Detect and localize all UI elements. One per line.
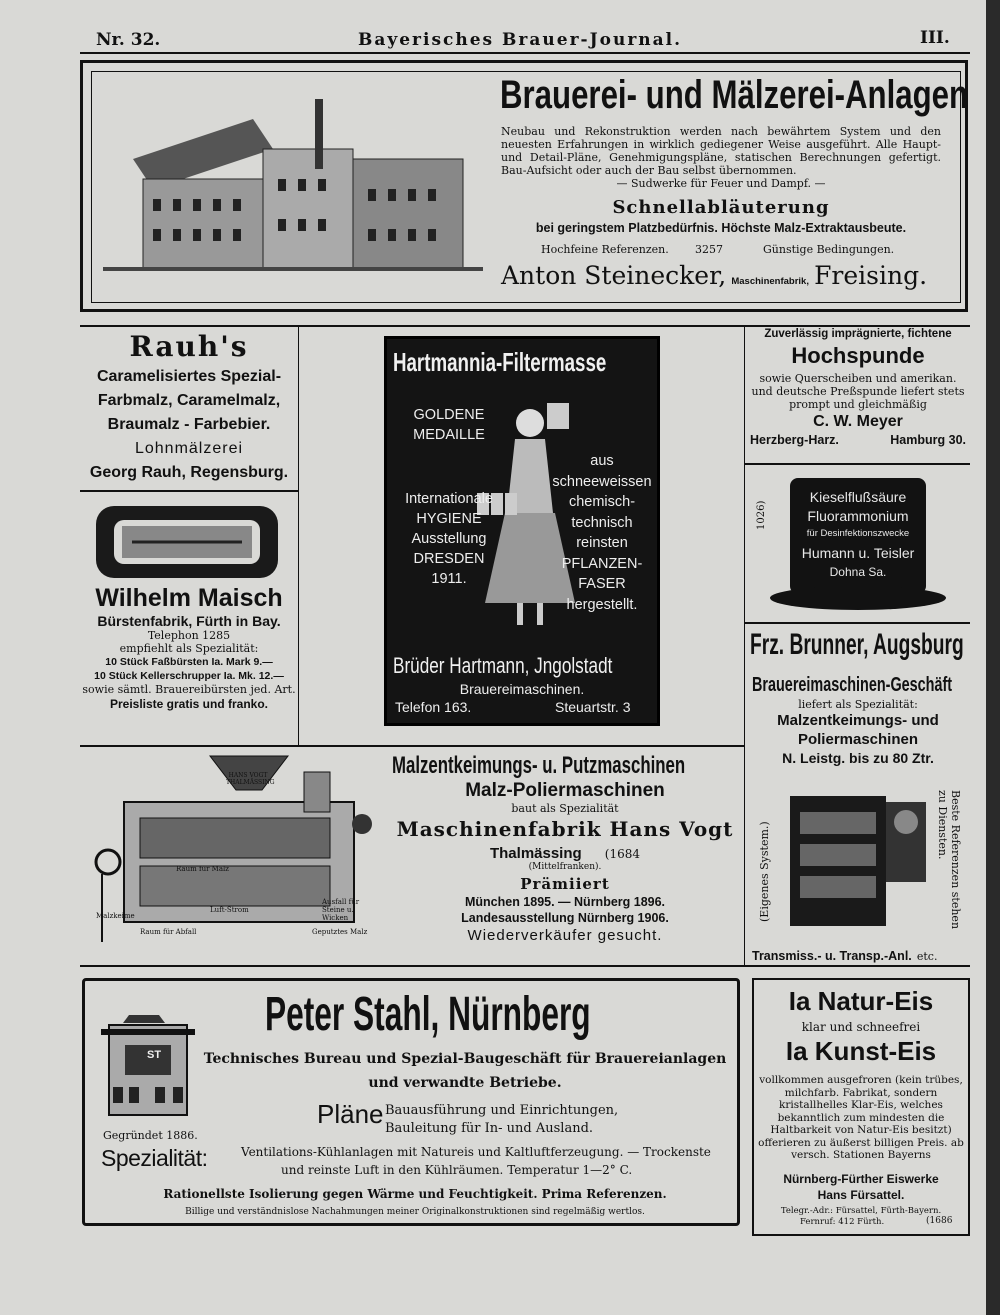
hartmannia-right-6: PFLANZEN-	[561, 555, 643, 572]
steinecker-firm-line	[501, 261, 941, 290]
meyer-title: Hochspunde	[791, 343, 925, 368]
brunner-line1: Malzentkeimungs- und	[777, 712, 939, 729]
humann-line4: Humann u. Teisler	[801, 545, 915, 561]
vogt-label-top: HANS VOGT THALMÄSSING	[226, 772, 275, 786]
hartmannia-left-1: GOLDENE	[413, 407, 485, 423]
vogt-spec: baut als Spezialität	[511, 802, 619, 815]
rauh-line3: Braumalz - Farbebier.	[107, 416, 271, 433]
meyer-ad	[748, 328, 968, 447]
meyer-body: sowie Querscheiben und amerikan. und deutsche Preßspunde liefert stets prompt und gleichmäßig	[751, 372, 965, 411]
brunner-spec: liefert als Spezialität:	[798, 698, 918, 711]
brunner-foot: Transmiss.- u. Transp.-Anl.	[752, 949, 912, 963]
humann-brunner-rule	[744, 622, 970, 624]
hartmannia-left-5: HYGIENE	[416, 511, 482, 527]
hartmannia-tel: Telefon 163.	[395, 699, 472, 715]
column-rule-right	[744, 325, 745, 965]
scan-gutter	[986, 0, 1000, 1315]
stahl-line1: Technisches Bureau und Spezial-Baugeschäft für Brauereianlagen	[203, 1051, 727, 1067]
vogt-label-abfall: Raum für Abfall	[140, 928, 197, 936]
vogt-label-geputzt: Geputztes Malz	[312, 928, 368, 936]
column-rule-left	[298, 325, 299, 745]
steinecker-ad	[80, 60, 968, 312]
meyer-line1: Zuverlässig imprägnierte, fichtene	[764, 328, 952, 340]
steinecker-refs-right: Günstige Bedingungen.	[763, 243, 895, 256]
steinecker-city: Freising.	[814, 261, 928, 290]
maisch-ad	[80, 584, 298, 712]
maisch-sub: Bürstenfabrik, Fürth in Bay.	[97, 613, 281, 629]
eis-title-1-sub: klar und schneefrei	[801, 1020, 921, 1034]
hartmannia-right-5: reinsten	[576, 535, 628, 551]
hartmannia-ad	[384, 336, 660, 726]
humann-ad	[790, 488, 926, 580]
humann-number: 1026)	[756, 500, 767, 530]
issue-number: Nr. 32.	[96, 30, 161, 50]
vogt-number: (1684	[604, 847, 641, 861]
brunner-line2: Poliermaschinen	[797, 731, 919, 748]
maisch-line1: 10 Stück Faßbürsten Ia. Mark 9.—	[105, 656, 273, 668]
hartmannia-right-1: aus	[590, 453, 614, 469]
hartmannia-left-2: MEDAILLE	[413, 427, 485, 443]
hartmannia-right-8: hergestellt.	[566, 596, 638, 613]
eis-title-2: Ia Kunst-Eis	[785, 1036, 937, 1066]
meyer-firm: C. W. Meyer	[813, 413, 903, 430]
stahl-spec-2: und reinste Luft in den Kühlräumen. Temperatur 1—2° C.	[281, 1163, 633, 1177]
eis-tel: Telegr.-Adr.: Fürsattel, Fürth-Bayern.	[780, 1206, 942, 1216]
hartmannia-firm: Brüder Hartmann, Jngolstadt	[393, 653, 613, 678]
steinecker-note: — Sudwerke für Feuer und Dampf. —	[616, 177, 826, 190]
polishing-machine-illustration	[784, 792, 934, 932]
maisch-line3: sowie sämtl. Brauereibürsten jed. Art.	[82, 683, 296, 696]
stahl-founded: Gegründet 1886.	[103, 1129, 198, 1142]
hartmannia-right-2: schneeweissen	[552, 473, 652, 490]
hartmannia-left-6: Ausstellung	[411, 531, 487, 547]
vogt-sub: Malz-Poliermaschinen	[465, 780, 665, 801]
stahl-ad	[82, 978, 740, 1226]
rauh-line4: Lohnmälzerei	[134, 440, 244, 457]
steinecker-ref-number: 3257	[695, 243, 723, 256]
rauh-maisch-rule	[80, 490, 298, 492]
stahl-logo-monogram: ST	[147, 1049, 162, 1061]
hartmannia-right-4: technisch	[571, 514, 633, 531]
maisch-title: Wilhelm Maisch	[95, 584, 283, 612]
steinecker-firm: Anton Steinecker,	[501, 261, 727, 290]
eis-firm: Nürnberg-Fürther Eiswerke	[783, 1172, 939, 1186]
stahl-plaene: Pläne	[317, 1099, 384, 1129]
hartmannia-right-7: FASER	[578, 576, 626, 592]
humann-line2: Fluorammonium	[807, 508, 909, 524]
steinecker-headline: Brauerei- und Mälzerei-Anlagen	[500, 73, 969, 117]
rauh-line1: Caramelisiertes Spezial-	[96, 368, 282, 385]
vogt-award-1: München 1895. — Nürnberg 1896.	[464, 895, 666, 909]
stahl-line3: Rationellste Isolierung gegen Wärme und Feuchtigkeit. Prima Referenzen.	[163, 1187, 667, 1201]
meyer-city-right: Hamburg 30.	[890, 433, 966, 447]
steinecker-sub: Schnellabläuterung	[612, 197, 830, 218]
brunner-footer	[752, 945, 937, 964]
vogt-foot: Wiederverkäufer gesucht.	[467, 927, 663, 944]
eis-title-1: Ia Natur-Eis	[788, 986, 934, 1016]
meyer-cities	[748, 433, 968, 447]
brunner-line3: N. Leistg. bis zu 80 Ztr.	[782, 750, 934, 766]
eis-owner: Hans Fürsattel.	[817, 1188, 905, 1202]
maisch-line4: Preisliste gratis und franko.	[109, 697, 269, 711]
hartmannia-left-spacer	[393, 445, 505, 489]
stahl-plaene-2: Bauleitung für In- und Ausland.	[385, 1121, 594, 1136]
maisch-tel: Telephon 1285	[147, 629, 231, 642]
rauh-title: Rauh's	[129, 330, 249, 363]
hartmannia-left-column	[393, 405, 505, 589]
hartmannia-right-3: chemisch-	[568, 494, 636, 510]
maisch-line2: 10 Stück Kellerschrupper Ia. Mk. 12.—	[94, 670, 284, 682]
steinecker-firm-small: Maschinenfabrik,	[731, 276, 809, 287]
brunner-side-left: (Eigenes System.)	[758, 821, 771, 922]
rauh-line5: Georg Rauh, Regensburg.	[89, 464, 289, 481]
eis-fern: Fernruf: 412 Fürth.	[800, 1217, 885, 1227]
steinecker-body: Neubau und Rekonstruktion werden nach bewährtem System und den neuesten Erfahrungen in wirklich gediegener Weise ausgeführt. Alle Haupt- und Detail-Pläne, Genehmigungspläne, statischen Berechnungen gefertigt. Bau-Aufsicht oder auch der Bau selbst übernommen.	[501, 125, 941, 177]
steinecker-line: bei geringstem Platzbedürfnis. Höchste Malz-Extraktausbeute.	[535, 221, 907, 235]
stahl-title: Peter Stahl, Nürnberg	[265, 988, 591, 1041]
vogt-ad	[390, 780, 740, 946]
vogt-label-steine: Ausfall für Steine u. Wicken	[322, 898, 360, 922]
row-rule-1	[80, 325, 970, 327]
stahl-line2: und verwandte Betriebe.	[368, 1075, 562, 1091]
rauh-line2: Farbmalz, Caramelmalz,	[97, 392, 281, 409]
eis-ad	[752, 978, 970, 1236]
vogt-label-air: Luft-Strom	[210, 906, 249, 914]
brunner-ad	[748, 698, 968, 768]
humann-line3: für Desinfektionszwecke	[806, 528, 910, 539]
vogt-label-keime: Malzkeime	[96, 912, 135, 920]
hartmannia-sub: Brauereimaschinen.	[459, 681, 585, 697]
stahl-plaene-1: Bauausführung und Einrichtungen,	[385, 1103, 619, 1118]
journal-title: Bayerisches Brauer-Journal.	[357, 30, 683, 50]
brunner-sub: Brauereimaschinen-Geschäft	[752, 674, 953, 696]
meyer-city-left: Herzberg-Harz.	[750, 433, 839, 447]
hartmannia-street: Steuartstr. 3	[555, 699, 631, 715]
header-rule	[80, 52, 970, 54]
stahl-line4: Billige und verständnislose Nachahmungen meiner Originalkonstruktionen sind regelmäßig wertlos.	[185, 1207, 645, 1217]
humann-line1: Kieselflußsäure	[809, 489, 907, 505]
maisch-spec: empfiehlt als Spezialität:	[119, 642, 259, 655]
vogt-region: (Mittelfranken).	[528, 862, 602, 872]
vogt-label-raum: Raum für Malz	[176, 865, 229, 873]
brewery-building-illustration	[103, 79, 483, 279]
eis-body: vollkommen ausgefroren (kein trübes, milchfarb. Fabrikat, sondern kristallhelles Klar-Eis, welches bekanntlich zum mindesten die Haltbarkeit von Natur-Eis besitzt) offerieren zu äußerst billigen Preis. ab versch. Stationen Bayerns	[758, 1074, 964, 1161]
stahl-spec-1: Ventilations-Kühlanlagen mit Natureis und Kaltluftferzeugung. — Trockenste	[241, 1145, 711, 1159]
hartmannia-title: Hartmannia-Filtermasse	[393, 347, 607, 377]
steinecker-refs-left: Hochfeine Referenzen.	[541, 243, 669, 256]
row-rule-2	[80, 745, 744, 747]
hartmannia-left-8: 1911.	[431, 571, 467, 587]
humann-line5: Dohna Sa.	[829, 565, 887, 579]
vogt-award-2: Landesausstellung Nürnberg 1906.	[461, 911, 669, 925]
hartmannia-left-4: Internationale	[405, 491, 493, 507]
vogt-firm: Maschinenfabrik Hans Vogt	[396, 817, 734, 841]
brunner-title: Frz. Brunner, Augsburg	[750, 628, 964, 661]
vogt-city: Thalmässing	[489, 845, 582, 862]
brunner-side-right: Beste Referenzen stehen zu Diensten.	[936, 790, 962, 930]
brush-illustration	[92, 502, 282, 582]
row-rule-3	[80, 965, 970, 967]
hartmannia-left-7: DRESDEN	[413, 551, 485, 567]
stahl-spec: Spezialität:	[101, 1145, 208, 1171]
meyer-humann-rule	[744, 463, 970, 465]
vogt-title: Malzentkeimungs- u. Putzmaschinen	[392, 752, 686, 779]
eis-number: (1686	[926, 1216, 953, 1226]
page-number: III.	[920, 28, 950, 48]
hartmannia-right-column	[547, 451, 657, 615]
rauh-ad	[80, 330, 298, 485]
vogt-award: Prämiiert	[520, 875, 610, 893]
brunner-etc: etc.	[916, 950, 938, 963]
vogt-city-line	[390, 843, 740, 862]
